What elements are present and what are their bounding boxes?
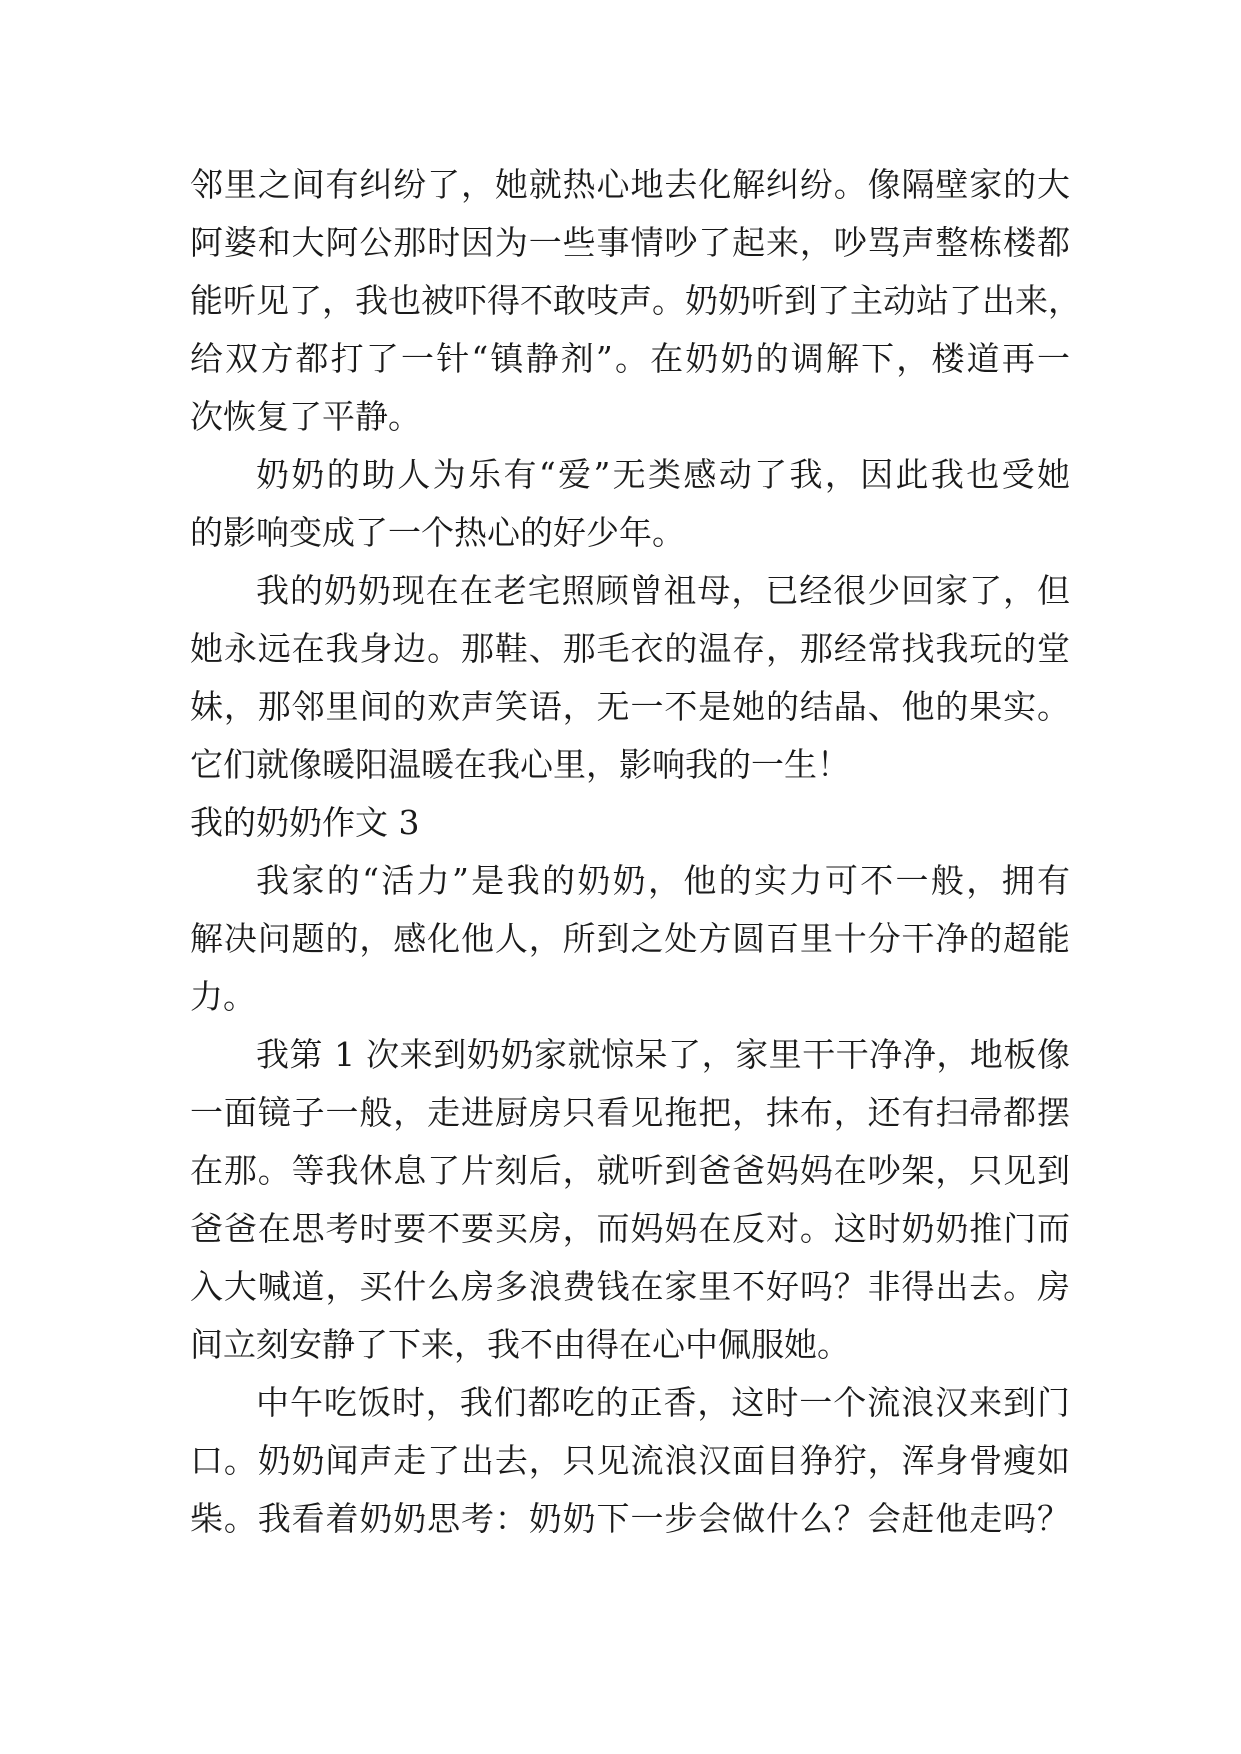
- body-text-line: 入大喊道，买什么房多浪费钱在家里不好吗？非得出去。房: [190, 1267, 1070, 1306]
- body-text-line: 妹，那邻里间的欢声笑语，无一不是她的结晶、他的果实。: [190, 687, 1070, 726]
- body-text-line: 口。奶奶闻声走了出去，只见流浪汉面目狰狞，浑身骨瘦如: [190, 1441, 1070, 1480]
- body-text-line: 在那。等我休息了片刻后，就听到爸爸妈妈在吵架，只见到: [190, 1151, 1070, 1190]
- body-text-line: 力。: [190, 977, 256, 1016]
- body-text-line: 柴。我看着奶奶思考：奶奶下一步会做什么？会赶他走吗？: [190, 1499, 1070, 1538]
- paragraph-first-line: 我家的“活力”是我的奶奶，他的实力可不一般，拥有: [256, 861, 1070, 900]
- paragraph-first-line: 奶奶的助人为乐有“爱”无类感动了我，因此我也受她: [256, 455, 1070, 494]
- paragraph-first-line: 我的奶奶现在在老宅照顾曾祖母，已经很少回家了，但: [256, 571, 1070, 610]
- section-heading: 我的奶奶作文 3: [190, 803, 420, 842]
- body-text-line: 能听见了，我也被吓得不敢吱声。奶奶听到了主动站了出来，: [190, 281, 1081, 320]
- body-text-line: 邻里之间有纠纷了，她就热心地去化解纠纷。像隔壁家的大: [190, 165, 1070, 204]
- body-text-line: 解决问题的，感化他人，所到之处方圆百里十分干净的超能: [190, 919, 1070, 958]
- body-text-line: 一面镜子一般，走进厨房只看见拖把，抹布，还有扫帚都摆: [190, 1093, 1070, 1132]
- body-text-line: 给双方都打了一针“镇静剂”。在奶奶的调解下，楼道再一: [190, 339, 1070, 378]
- body-text-line: 她永远在我身边。那鞋、那毛衣的温存，那经常找我玩的堂: [190, 629, 1070, 668]
- body-text-line: 它们就像暖阳温暖在我心里，影响我的一生！: [190, 745, 850, 784]
- body-text-line: 间立刻安静了下来，我不由得在心中佩服她。: [190, 1325, 850, 1364]
- paragraph-first-line: 中午吃饭时，我们都吃的正香，这时一个流浪汉来到门: [256, 1383, 1070, 1422]
- body-text-line: 爸爸在思考时要不要买房，而妈妈在反对。这时奶奶推门而: [190, 1209, 1070, 1248]
- paragraph-first-line: 我第 1 次来到奶奶家就惊呆了，家里干干净净，地板像: [256, 1035, 1070, 1074]
- body-text-line: 次恢复了平静。: [190, 397, 421, 436]
- body-text-line: 阿婆和大阿公那时因为一些事情吵了起来，吵骂声整栋楼都: [190, 223, 1070, 262]
- body-text-line: 的影响变成了一个热心的好少年。: [190, 513, 685, 552]
